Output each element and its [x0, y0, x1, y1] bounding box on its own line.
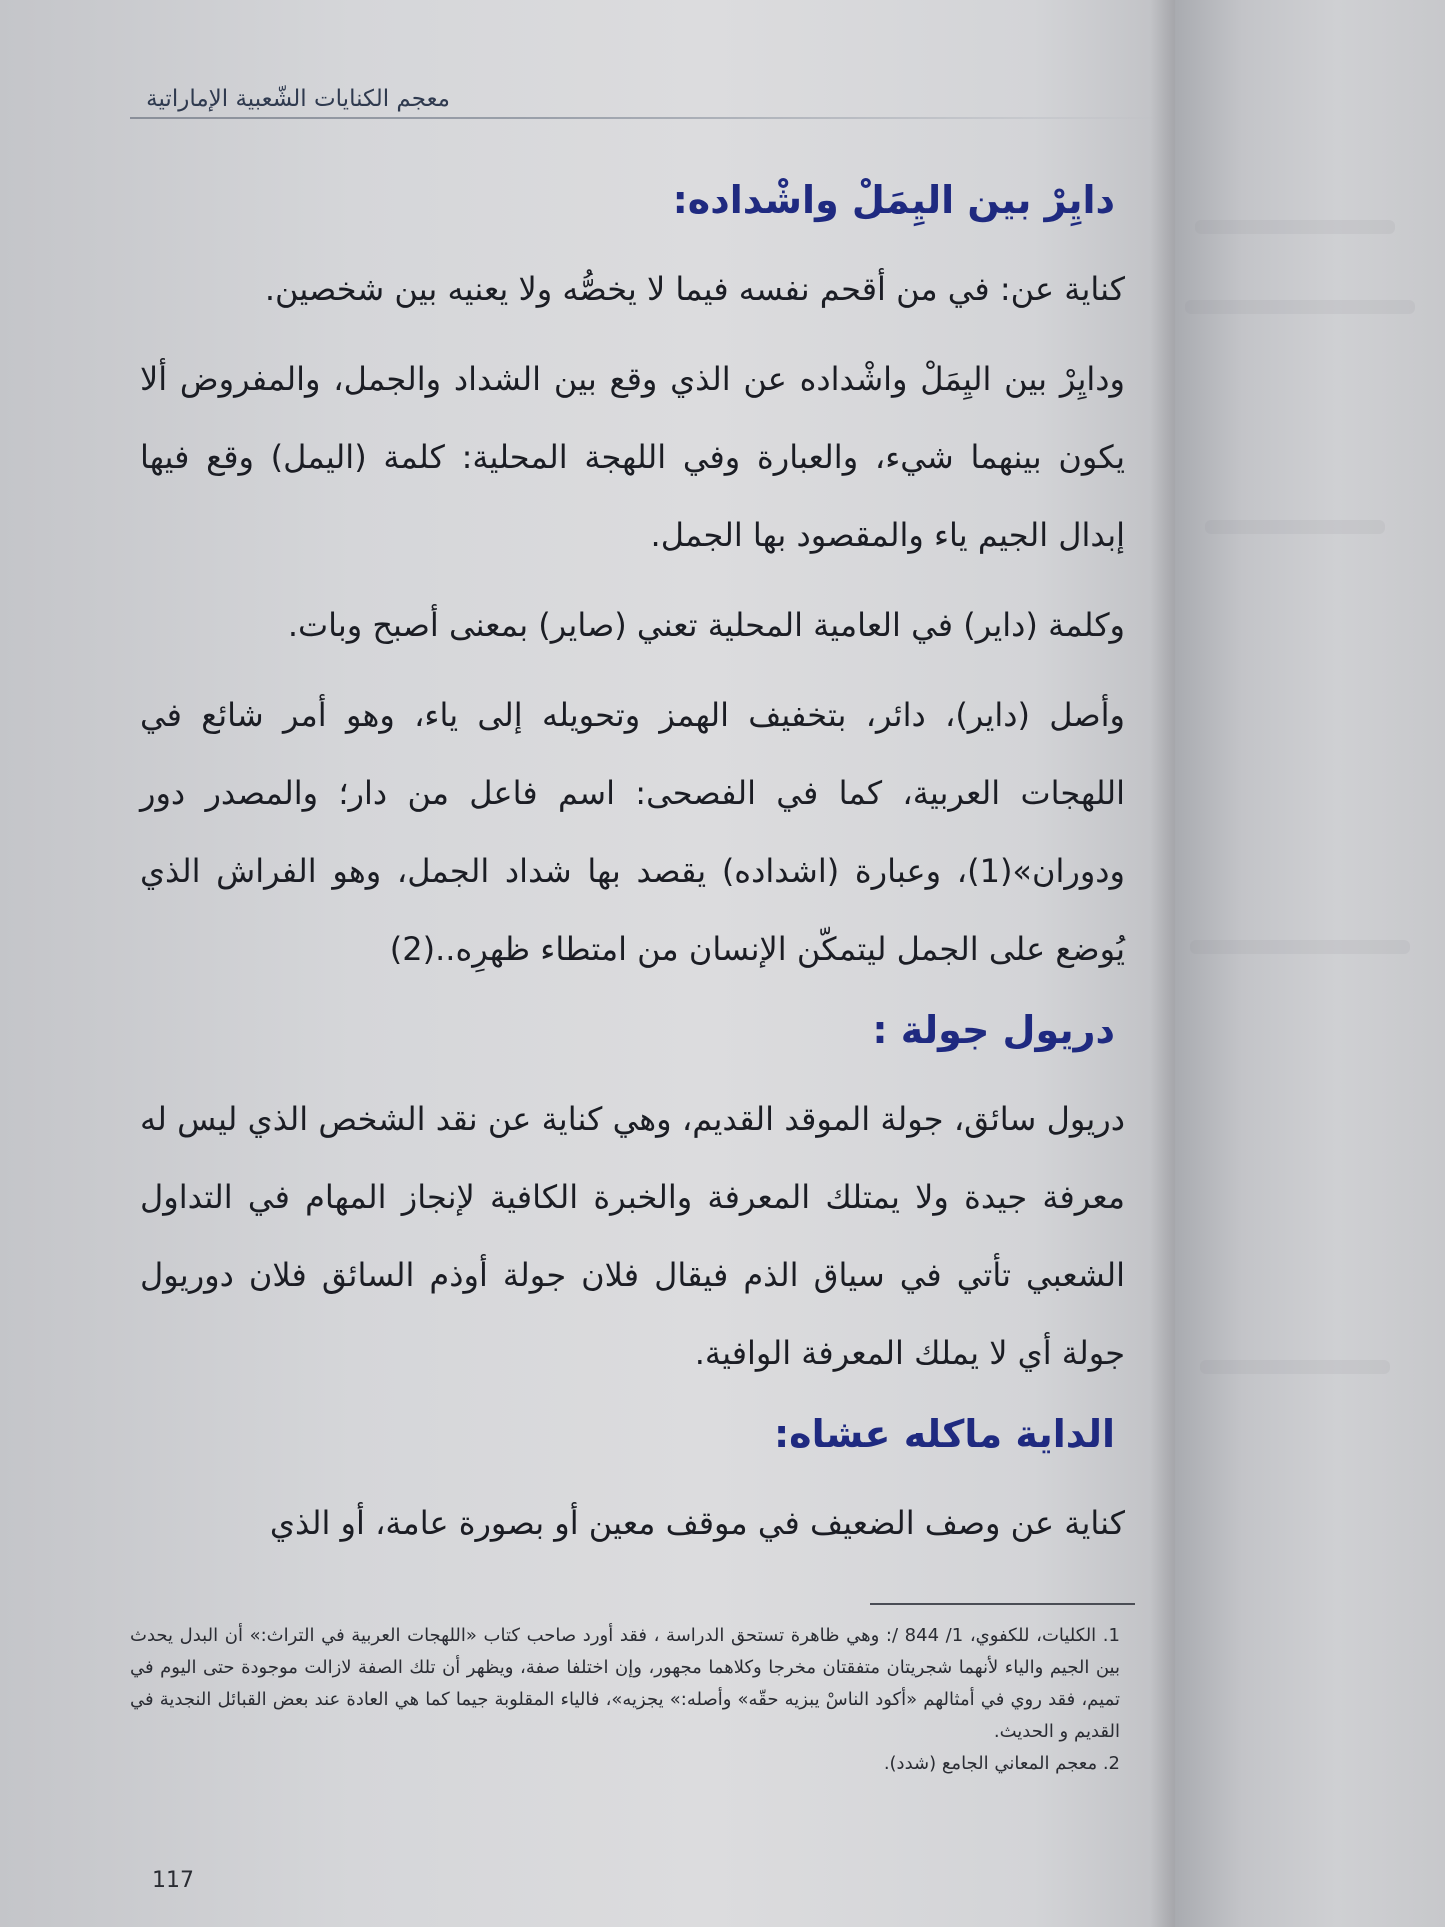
entry-heading: الداية ماكله عشاه:: [773, 1412, 1115, 1456]
page-number: 117: [152, 1868, 194, 1893]
footnote-2: 2. معجم المعاني الجامع (شدد).: [883, 1753, 1120, 1774]
bleed-through-line: [1200, 1360, 1390, 1374]
entry-1: [140, 170, 1125, 988]
bleed-through-line: [1205, 520, 1385, 534]
entry-paragraph: كناية عن وصف الضعيف في موقف معين أو بصورة عامة، أو الذي: [269, 1504, 1125, 1542]
bleed-through-line: [1190, 940, 1410, 954]
facing-page-edge: [1175, 0, 1445, 1927]
bleed-through-line: [1195, 220, 1395, 234]
entry-paragraph: وكلمة (داير) في العامية المحلية تعني (صاير) بمعنى أصبح وبات.: [287, 606, 1125, 644]
footnote-rule: [870, 1603, 1135, 1605]
running-head: معجم الكنايات الشّعبية الإماراتية: [146, 86, 450, 112]
entry-3: [140, 1404, 1125, 1562]
entry-heading: دايِرْ بين اليِمَلْ واشْداده:: [672, 178, 1115, 222]
entry-paragraph: كناية عن: في من أقحم نفسه فيما لا يخصُّه ولا يعنيه بين شخصين.: [264, 270, 1125, 308]
page-content: [140, 170, 1125, 1574]
entry-heading: دريول جولة :: [872, 1008, 1115, 1052]
entry-paragraph: وأصل (داير)، دائر، بتخفيف الهمز وتحويله إلى ياء، وهو أمر شائع في اللهجات العربية، كما في الفصحى: اسم فاعل من دار؛ والمصدر دور ودوران»(1)، وعبارة (اشداده) يقصد بها شداد الجمل، وهو الفراش الذي يُوضع على الجمل ليتمكّن الإنسان من امتطاء ظهرِه..(2): [140, 696, 1125, 968]
entry-2: [140, 1000, 1125, 1392]
entry-paragraph: ودايِرْ بين اليِمَلْ واشْداده عن الذي وقع بين الشداد والجمل، والمفروض ألا يكون بينهما شيء، والعبارة وفي اللهجة المحلية: كلمة (اليمل) وقع فيها إبدال الجيم ياء والمقصود بها الجمل.: [140, 360, 1125, 554]
header-rule: [130, 117, 1160, 119]
entry-paragraph: دريول سائق، جولة الموقد القديم، وهي كناية عن نقد الشخص الذي ليس له معرفة جيدة ولا يمتلك المعرفة والخبرة الكافية لإنجاز المهام في التداول الشعبي تأتي في سياق الذم فيقال فلان جولة أوذم السائق فلان دوريول جولة أي لا يملك المعرفة الوافية.: [140, 1100, 1125, 1372]
footnote-1: 1. الكليات، للكفوي، 1/ 844 /: وهي ظاهرة تستحق الدراسة ، فقد أورد صاحب كتاب «اللهجات العربية في التراث:» أن البدل يحدث بين الجيم والياء لأنهما شجريتان متفقتان مخرجا وكلاهما مجهور، وإن اختلفا صفة، ويظهر أن تلك الصفة لازالت موجودة حتى اليوم في تميم، فقد روي في أمثالهم «أكود الناسْ يبزيه حقّه» وأصله:» يجزيه»، فالياء المقلوبة جيما كما هي العادة عند بعض القبائل النجدية في القديم و الحديث.: [130, 1625, 1120, 1742]
bleed-through-line: [1185, 300, 1415, 314]
footnotes: [130, 1620, 1120, 1780]
